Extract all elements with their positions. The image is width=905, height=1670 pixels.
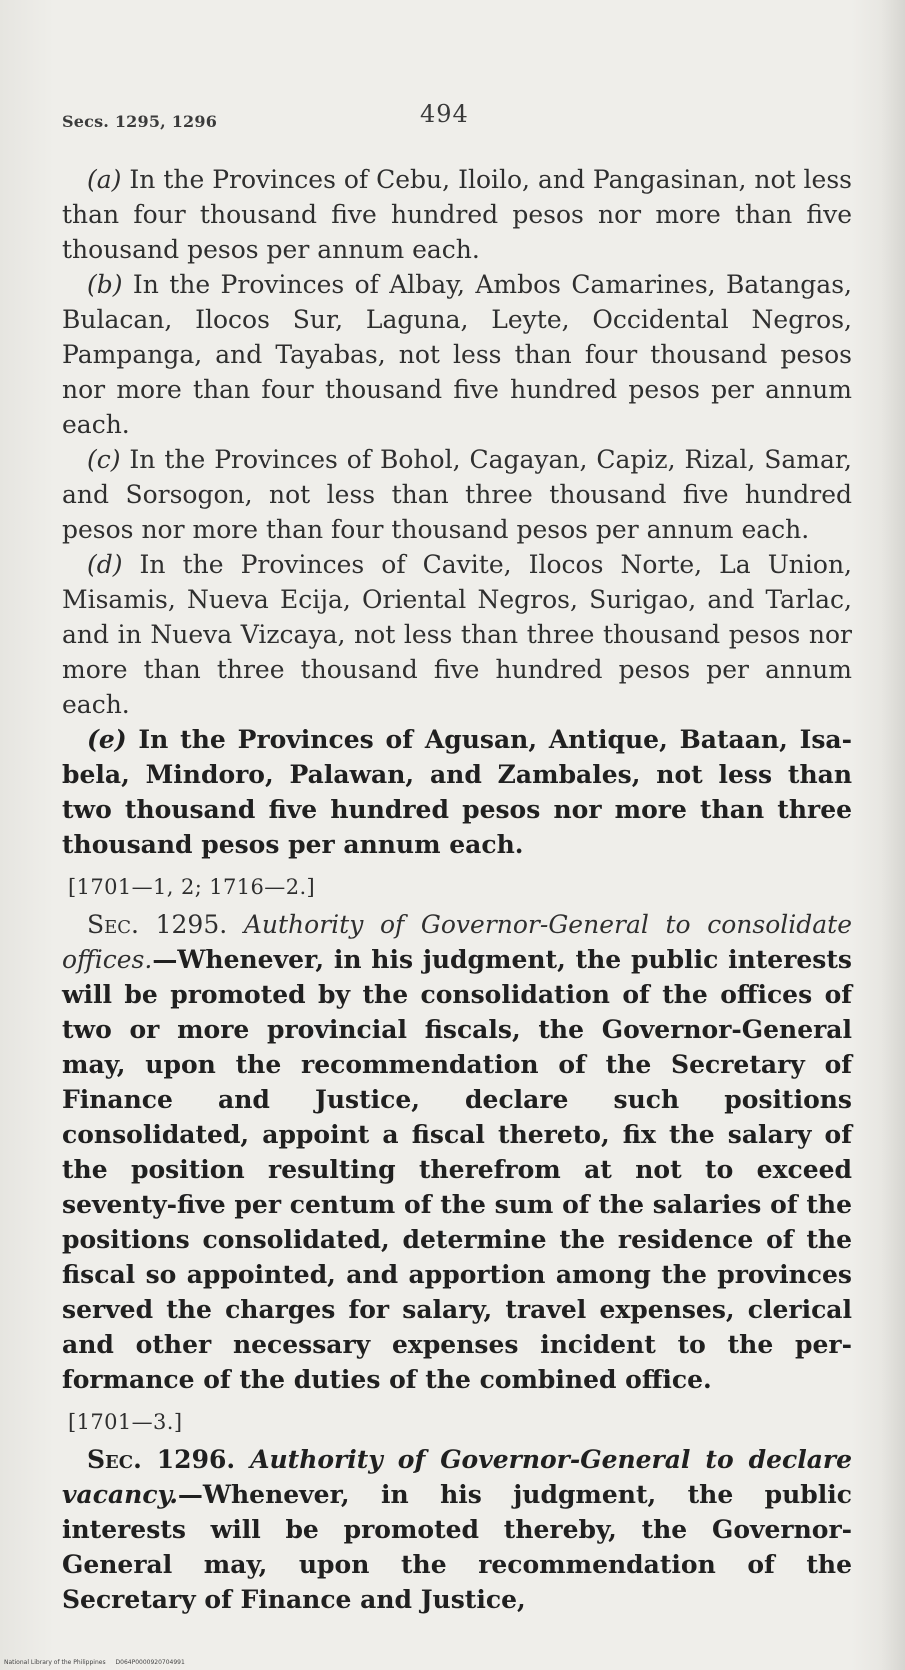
section-1296-text: —Whenever, in his judgment, the public interests will be promoted thereby, the Governor-General may, upon the recommendation of the Secretary of Finance and Justice,: [62, 1480, 852, 1614]
paragraph-d: [62, 547, 852, 722]
legislative-reference-1: [1701—1, 2; 1716—2.]: [68, 875, 316, 899]
section-1295-catchline: Authority of Governor-General to consolidate offices.: [62, 910, 852, 974]
paragraph-e: [62, 722, 852, 862]
paragraph-d-text: In the Provinces of Cavite, Ilocos Norte, La Union, Misamis, Nueva Ecija, Oriental Negros, Surigao, and Tarlac, and in Nueva Vizcaya, not less than three thousand pesos nor more than three thousand five hundred pesos per annum each.: [62, 550, 852, 719]
legislative-reference-2: [1701—3.]: [68, 1410, 183, 1434]
section-1295-number: Sec. 1295.: [87, 910, 228, 939]
paragraph-a-label: (a): [87, 165, 122, 194]
paragraph-b-text: In the Provinces of Albay, Ambos Camarines, Batangas, Bulacan, Ilocos Sur, Laguna, Leyte, Occidental Negros, Pampanga, and Tayabas, not less than four thousand pesos nor more than four thousand five hundred pesos per annum each.: [62, 270, 852, 439]
footer-code: D064P0000920704991: [115, 1659, 185, 1666]
section-1296-catchline: Authority of Governor-General to declare vacancy.: [62, 1445, 852, 1509]
section-1296-number: Sec. 1296.: [87, 1445, 236, 1474]
paragraph-c: [62, 442, 852, 547]
page-body: [62, 162, 852, 1617]
running-head: Secs. 1295, 1296: [62, 112, 218, 131]
page-header: [62, 100, 852, 140]
scan-footer: [4, 1659, 193, 1666]
page-number: 494: [420, 100, 469, 128]
section-1295: [62, 907, 852, 1397]
paragraph-e-label: (e): [87, 725, 127, 754]
paragraph-a-text: In the Provinces of Cebu, Iloilo, and Pangasinan, not less than four thousand five hundred pesos nor more than five thousand pesos per annum each.: [62, 165, 852, 264]
section-1296: [62, 1442, 852, 1617]
paragraph-d-label: (d): [87, 550, 123, 579]
paragraph-c-label: (c): [87, 445, 121, 474]
paragraph-b: [62, 267, 852, 442]
paragraph-a: [62, 162, 852, 267]
paragraph-e-text: In the Provinces of Agusan, Antique, Bataan, Isabela, Mindoro, Palawan, and Zambales, not less than two thousand five hundred pesos nor more than three thousand pesos per annum each.: [62, 725, 852, 859]
page-edge-shadow: [881, 0, 905, 1670]
paragraph-c-text: In the Provinces of Bohol, Cagayan, Capiz, Rizal, Samar, and Sorsogon, not less than three thousand five hundred pesos nor more than four thousand pesos per annum each.: [62, 445, 852, 544]
paragraph-b-label: (b): [87, 270, 123, 299]
footer-library: National Library of the Philippines: [4, 1659, 106, 1666]
section-1295-text: —Whenever, in his judgment, the public interests will be promoted by the consolidation of the offices of two or more provincial fiscals, the Governor-General may, upon the recommendation of the Secretary of Finance and Justice, declare such positions consolidated, appoint a fiscal thereto, fix the salary of the position resulting therefrom at not to exceed seventy-five per centum of the sum of the salaries of the positions consolidated, determine the residence of the fiscal so appointed, and apportion among the provinces served the charges for salary, travel expenses, clerical and other necessary expenses incident to the performance of the duties of the combined office.: [62, 945, 852, 1394]
